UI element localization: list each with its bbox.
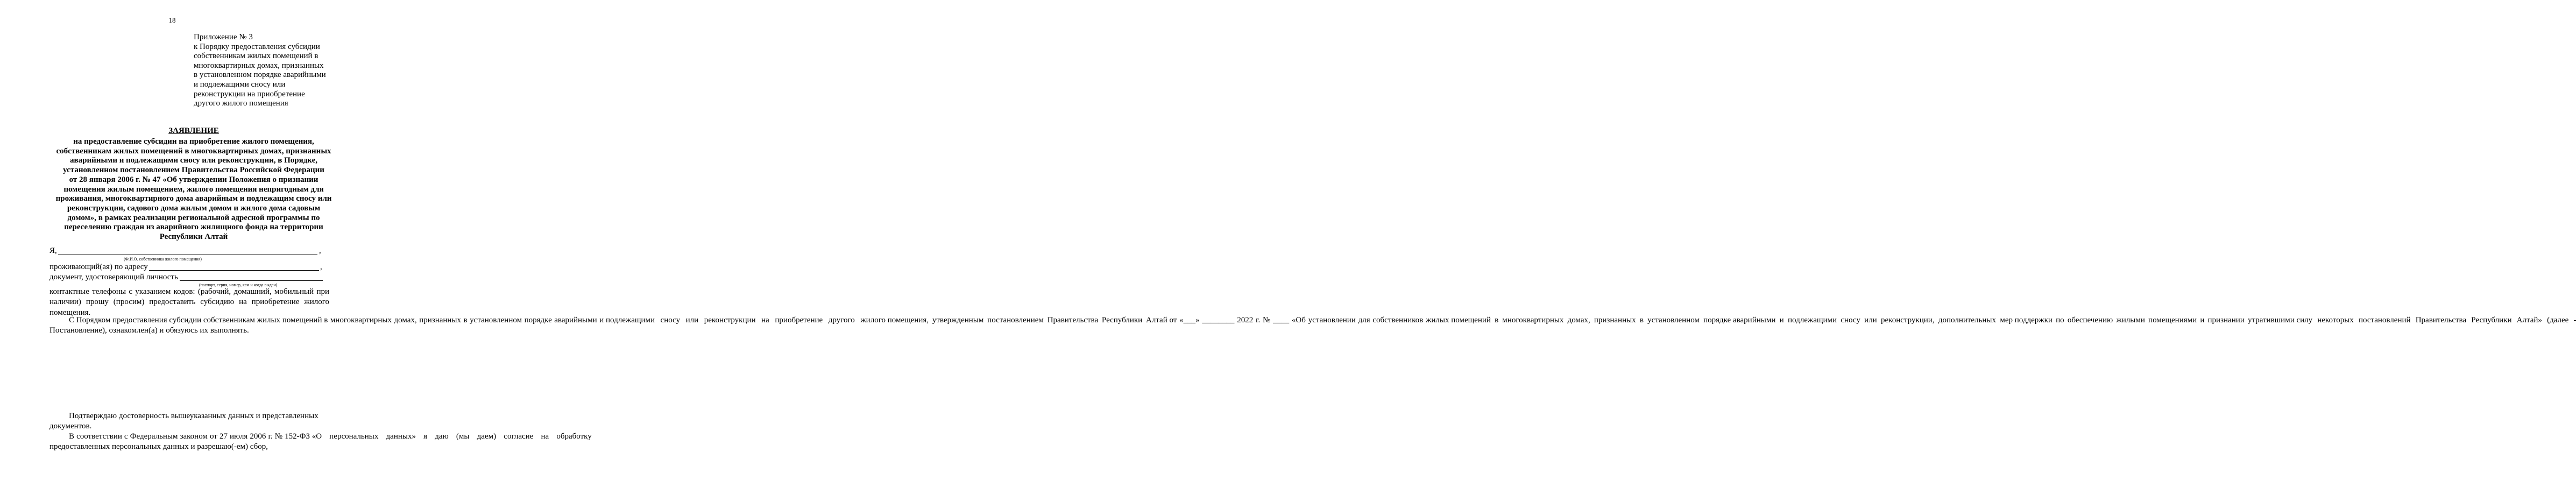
text-line: Подтверждаю достоверность вышеуказанных данных и представленных	[69, 412, 319, 420]
phones-paragraph	[49, 287, 329, 318]
appendix-line: Приложение № 3	[194, 33, 253, 41]
document-subtitle	[43, 137, 344, 242]
document-label: документ, удостоверяющий личность	[49, 273, 178, 281]
subtitle-line: от 28 января 2006 г. № 47 «Об утверждении Положения о признании	[69, 175, 319, 184]
text-line: от «___» ________ 2022 г. № ____ «Об установлении для собственников жилых	[1169, 316, 1449, 324]
text-line: предоставленных персональных данных и разрешаю(-ем) сбор,	[49, 442, 268, 451]
subtitle-line: переселению граждан из аварийного жилищного фонда на территории	[64, 223, 323, 232]
appendix-line: многоквартирных домах, признанных	[194, 61, 324, 70]
text-line: в многоквартирных домах, признанных в установленном порядке аварийными и	[324, 316, 604, 324]
text-line: помещений в многоквартирных домах, признанных в установленном порядке	[1451, 316, 1731, 324]
i-label: Я,	[49, 246, 57, 255]
fio-hint: (Ф.И.О. собственника жилого помещения)	[124, 257, 202, 262]
text-line: Постановление), ознакомлен(а) и обязуюсь их выполнять.	[49, 326, 249, 335]
text-line: помещения.	[49, 308, 91, 317]
subtitle-line: домом», в рамках реализации региональной адресной программы по	[67, 213, 320, 222]
text-line: наличии) прошу (просим) предоставить субсидию на приобретение жилого	[49, 298, 329, 307]
subtitle-line: реконструкции, садового дома жилым домом и жилого дома садовым	[67, 203, 321, 213]
procedure-paragraph	[49, 315, 2576, 336]
text-line: «О персональных данных» я даю (мы даем) согласие на обработку	[312, 432, 592, 441]
text-line: подлежащими сносу или реконструкции на приобретение другого жилого	[605, 316, 886, 324]
document-field[interactable]	[180, 280, 323, 281]
subtitle-line: Республики Алтай	[159, 232, 228, 242]
text-line: документов.	[49, 422, 92, 431]
text-line: С Порядком предоставления субсидии собственникам жилых помещений	[69, 316, 322, 324]
address-comma: ,	[320, 263, 322, 271]
appendix-line: к Порядку предоставления субсидии	[194, 42, 320, 51]
document-title: ЗАЯВЛЕНИЕ	[168, 126, 219, 135]
appendix-line: другого жилого помещения	[194, 99, 288, 108]
subtitle-line: установленном постановлением Правительства Российской Федерации	[63, 166, 324, 175]
subtitle-line: аварийными и подлежащими сносу или реконструкции, в Порядке,	[70, 156, 317, 165]
text-line: силу некоторых постановлений Правительства Республики Алтай» (далее -	[2296, 316, 2576, 324]
fio-comma: ,	[319, 246, 321, 255]
page-number: 18	[168, 16, 176, 24]
text-line: поддержки по обеспечению жилыми помещениями и признании утратившими	[2014, 316, 2295, 324]
text-line: В соответствии с Федеральным законом от 27 июля 2006 г. № 152-ФЗ	[69, 432, 310, 441]
document-hint: (паспорт, серия, номер, кем и когда выдан)	[199, 283, 278, 287]
appendix-line: реконструкции на приобретение	[194, 89, 305, 98]
subtitle-line: помещения жилым помещением, жилого помещения непригодным для	[63, 185, 324, 194]
subtitle-line: проживания, многоквартирного дома аварийным и подлежащим сносу или	[55, 194, 332, 203]
subtitle-line: собственникам жилых помещений в многоквартирных домах, признанных	[56, 146, 331, 156]
appendix-block	[194, 33, 326, 109]
subtitle-line: на предоставление субсидии на приобретение жилого помещения,	[73, 137, 314, 146]
address-label: проживающий(ая) по адресу	[49, 263, 148, 271]
appendix-line: в установленном порядке аварийными	[194, 70, 326, 80]
confirmation-paragraph	[49, 411, 329, 432]
text-line: аварийными и подлежащими сносу или реконструкции, дополнительных мер	[1732, 316, 2013, 324]
appendix-line: собственникам жилых помещений в	[194, 52, 319, 61]
address-field[interactable]	[149, 270, 319, 271]
appendix-line: и подлежащими сносу или	[194, 80, 286, 89]
consent-paragraph	[49, 432, 592, 453]
text-line: помещения, утвержденным постановлением Правительства Республики Алтай	[887, 316, 1167, 324]
text-line: контактные телефоны с указанием кодов: (рабочий, домашний, мобильный при	[49, 287, 329, 296]
